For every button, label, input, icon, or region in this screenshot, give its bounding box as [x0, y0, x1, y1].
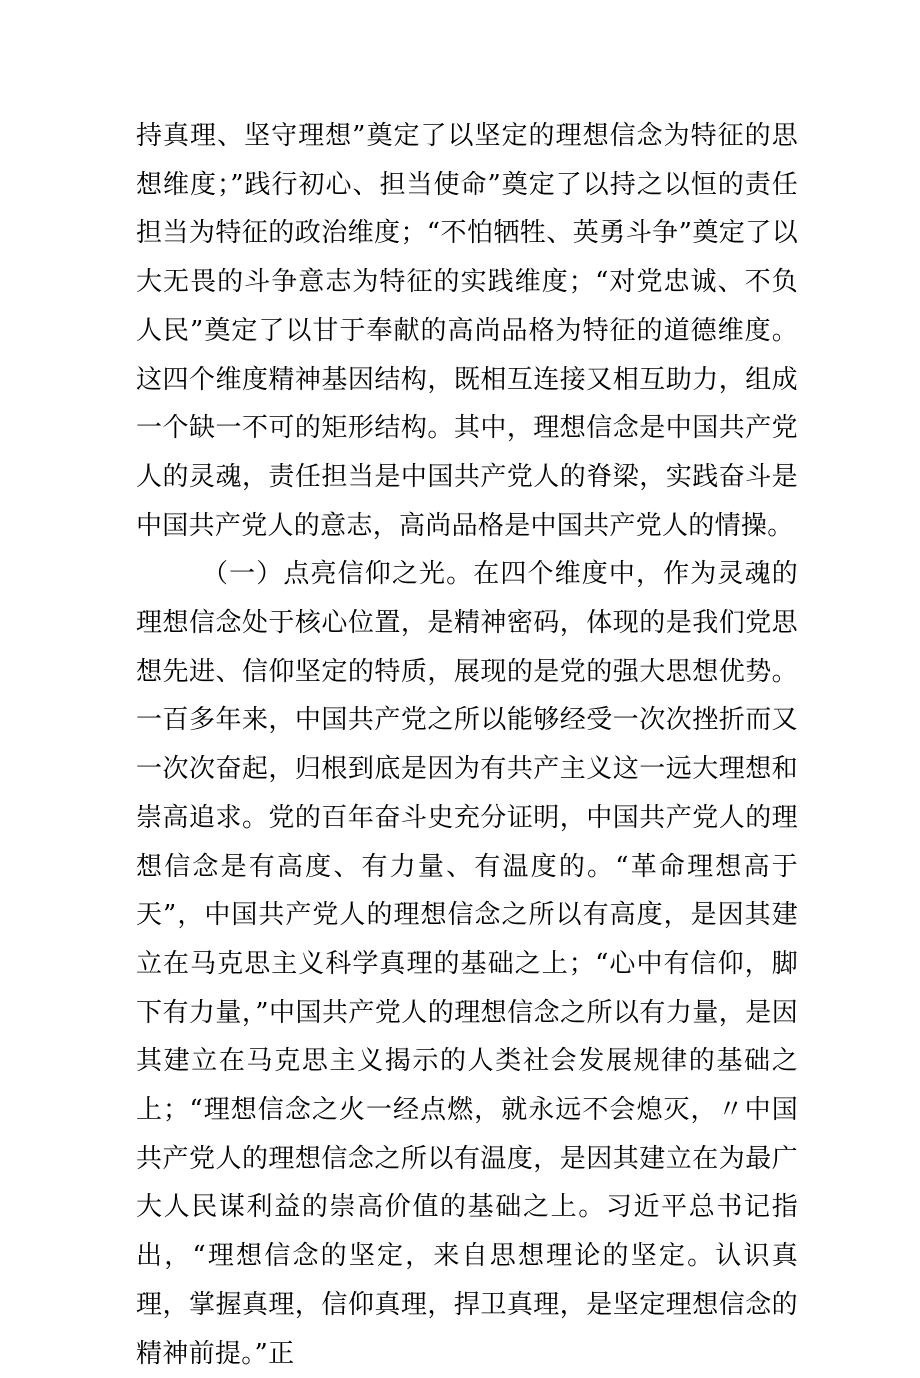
paragraph-continuation: 持真理、坚守理想”奠定了以坚定的理想信念为特征的思想维度；”践行初心、担当使命”奠定了以持之以恒的责任担当为特征的政治维度；“不怕牺牲、英勇斗争”奠定了以大无畏的斗争意志为特征的实践维度；“对党忠诚、不负人民”奠定了以甘于奉献的高尚品格为特征的道德维度。这四个维度精神基因结构，既相互连接又相互助力，组成一个缺一不可的矩形结构。其中，理想信念是中国共产党人的灵魂，责任担当是中国共产党人的脊梁，实践奋斗是中国共产党人的意志，高尚品格是中国共产党人的情操。 [136, 121, 798, 541]
paragraph-section-one: （一）点亮信仰之光。在四个维度中，作为灵魂的理想信念处于核心位置，是精神密码，体现的是我们党思想先进、信仰坚定的特质，展现的是党的强大思想优势。一百多年来，中国共产党之所以能够经受一次次挫折而又一次次奋起，归根到底是因为有共产主义这一远大理想和崇高追求。党的百年奋斗史充分证明，中国共产党人的理想信念是有高度、有力量、有温度的。“革命理想高于天”，中国共产党人的理想信念之所以有高度，是因其建立在马克思主义科学真理的基础之上；“心中有信仰，脚下有力量，”中国共产党人的理想信念之所以有力量，是因其建立在马克思主义揭示的人类社会发展规律的基础之上；“理想信念之火一经点燃，就永远不会熄灭，〃中国共产党人的理想信念之所以有温度，是因其建立在为最广大人民谋利益的崇高价值的基础之上。习近平总书记指出，“理想信念的坚定，来自思想理论的坚定。认识真理，掌握真理，信仰真理，捍卫真理，是坚定理想信念的精神前提。”正 [136, 559, 798, 1369]
document-body [136, 112, 798, 1378]
